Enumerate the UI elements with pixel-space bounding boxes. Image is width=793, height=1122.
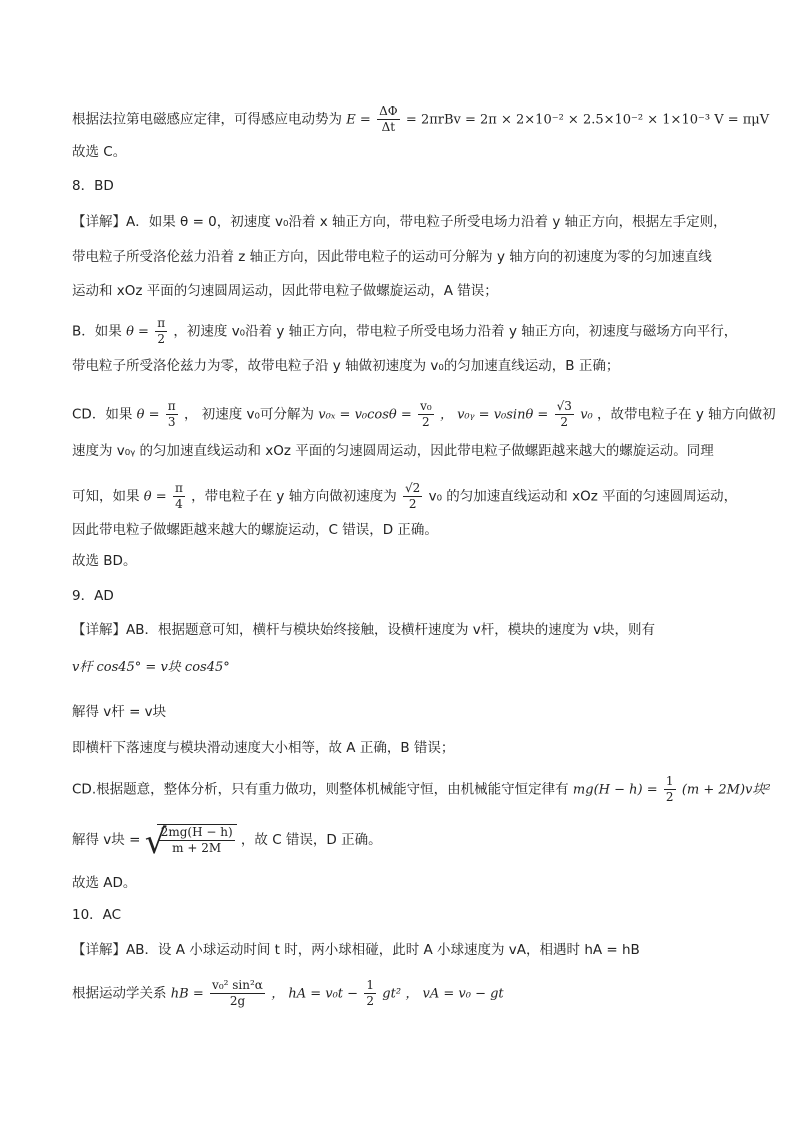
q8-cd-v0y-tail: v₀ — [580, 407, 593, 423]
q8-cd-line3 — [72, 481, 737, 512]
q8-cd-line3-vfraction — [403, 481, 422, 512]
q9-solve2-den: m + 2M — [172, 841, 222, 855]
q9-heading: 9．AD — [72, 588, 114, 604]
q8-b-fraction — [155, 316, 167, 347]
q8-cd-line3-fraction — [173, 481, 185, 512]
q8-cd-v0x-den: 2 — [422, 415, 430, 429]
q10-ha-fraction — [364, 978, 376, 1009]
q10-hb-fraction — [210, 978, 265, 1009]
q9-eq1: v杆 cos45° = v块 cos45° — [72, 660, 230, 675]
q8-cd-v0y: ， v₀ᵧ = v₀sinθ = — [439, 407, 549, 423]
q9-cd-eq-den: 2 — [665, 790, 674, 804]
q8-cd-line2: 速度为 v₀ᵧ 的匀加速直线运动和 xOz 平面的匀速圆周运动，因此带电粒子做螺距越来越大的螺旋运动。同理 — [72, 443, 714, 459]
q9-cd-eq-rhs: (m + 2M)v块² — [681, 782, 771, 798]
q9-solve2-post: ，故 C 错误，D 正确。 — [240, 832, 382, 848]
q9-sqrt — [144, 822, 237, 862]
q9-solve2-num: 2mg(H − h) — [160, 825, 233, 839]
q10-ha-num: 1 — [366, 978, 374, 992]
q10-relations — [72, 978, 504, 1009]
q8-cd-line1 — [72, 399, 776, 430]
q9-ab-line1: 【详解】AB．根据题意可知，横杆与模块始终接触，设横杆速度为 v杆，模块的速度为 v块，则有 — [72, 622, 656, 638]
q8-cd-post: ，故带电粒子在 y 轴方向做初 — [597, 406, 776, 423]
q9-solve2-pre: 解得 v块 = — [72, 832, 141, 848]
q8-cd-v0y-fraction — [555, 399, 574, 430]
q8-cd-theta: θ = — [136, 407, 160, 423]
q10-rel-ha-tail: gt² — [382, 986, 402, 1002]
q9-cd-eq-lhs: mg(H − h) = — [572, 782, 658, 798]
q10-hb-den: 2g — [229, 994, 246, 1008]
q8-heading: 8．BD — [72, 178, 114, 194]
q7-emf-line — [72, 104, 769, 135]
q7-emf-rhs: = 2πrBv = 2π × 2×10⁻² × 2.5×10⁻² × 1×10⁻³ V = πμV — [405, 112, 770, 128]
q8-cd-v0x: v₀ₓ = v₀cosθ = — [318, 407, 412, 423]
q8-b-pre: B．如果 — [72, 323, 122, 340]
q9-cd-eq-fraction — [664, 774, 676, 805]
q10-heading: 10．AC — [72, 907, 122, 923]
q10-rel-hb: hB = — [170, 986, 204, 1002]
q10-rel-pre: 根据运动学关系 — [72, 985, 167, 1002]
q8-cd-line3-den: 4 — [175, 497, 183, 511]
q8-cd-line3-num: π — [174, 481, 183, 495]
q8-cd-v0x-fraction — [418, 399, 434, 430]
q9-cd-line — [72, 774, 771, 805]
q8-a-line2: 带电粒子所受洛伦兹力沿着 z 轴正方向，因此带电粒子的运动可分解为 y 轴方向的初速度为零的匀加速直线 — [72, 249, 712, 265]
q8-cd-v0y-num: √3 — [556, 399, 572, 413]
q8-a-line1: 【详解】A．如果 θ = 0，初速度 v₀沿着 x 轴正方向，带电粒子所受电场力沿着 y 轴正方向，根据左手定则， — [72, 214, 727, 230]
q8-cd-frac-num: π — [167, 399, 176, 413]
q9-solve2-fraction — [159, 825, 235, 856]
q8-cd-line3-pre: 可知，如果 — [72, 488, 140, 505]
q9-cd-text: CD.根据题意，整体分析，只有重力做功，则整体机械能守恒，由机械能守恒定律有 — [72, 781, 569, 798]
q8-cd-mid1: ， 初速度 v₀可分解为 — [183, 406, 314, 423]
q9-conclusion: 即横杆下落速度与模块滑动速度大小相等，故 A 正确，B 错误； — [72, 740, 455, 756]
q7-emf-lhs: E = — [346, 112, 371, 128]
q8-b-frac-den: 2 — [157, 332, 165, 346]
q8-cd-line3-fnum: √2 — [405, 481, 421, 495]
q7-frac-den: Δt — [381, 120, 396, 134]
q8-cd-fraction — [166, 399, 178, 430]
q8-a-line3: 运动和 xOz 平面的匀速圆周运动，因此带电粒子做螺旋运动，A 错误； — [72, 283, 498, 299]
q7-frac-num: ΔΦ — [379, 104, 398, 118]
q9-solve1: 解得 v杆 = v块 — [72, 704, 167, 720]
q8-choose: 故选 BD。 — [72, 553, 137, 569]
q10-hb-num: v₀² sin²α — [212, 978, 263, 992]
q8-cd-frac-den: 3 — [167, 415, 176, 429]
q10-ha-den: 2 — [366, 994, 374, 1008]
q9-cd-eq-num: 1 — [665, 774, 674, 788]
q8-b-line1 — [72, 316, 737, 347]
q8-cd-v0x-num: v₀ — [420, 399, 432, 413]
q8-cd-v0y-den: 2 — [560, 415, 569, 429]
q7-text: 根据法拉第电磁感应定律，可得感应电动势为 — [72, 111, 342, 128]
q10-rel-va: ， vA = v₀ − gt — [405, 986, 504, 1002]
q9-solve2 — [72, 822, 382, 862]
q7-flux-fraction — [377, 104, 400, 135]
q10-ab-line1: 【详解】AB．设 A 小球运动时间 t 时，两小球相碰，此时 A 小球速度为 vA，相遇时 hA = hB — [72, 942, 640, 958]
q8-b-theta: θ = — [126, 324, 149, 340]
q10-rel-ha: ， hA = v₀t − — [271, 986, 359, 1002]
q8-b-post: ，初速度 v₀沿着 y 轴正方向，带电粒子所受电场力沿着 y 轴正方向，初速度与磁场方向平行， — [173, 323, 738, 340]
q9-choose: 故选 AD。 — [72, 875, 137, 891]
q8-cd-line4: 因此带电粒子做螺距越来越大的螺旋运动，C 错误，D 正确。 — [72, 522, 438, 538]
q8-cd-pre: CD．如果 — [72, 406, 133, 423]
q8-cd-line3-theta: θ = — [143, 489, 167, 505]
q8-b-line2: 带电粒子所受洛伦兹力为零，故带电粒子沿 y 轴做初速度为 v₀的匀加速直线运动，B 正确； — [72, 358, 620, 374]
q8-b-frac-num: π — [157, 316, 166, 330]
q8-cd-line3-mid: ，带电粒子在 y 轴方向做初速度为 — [191, 488, 397, 505]
q8-cd-line3-post: v₀ 的匀加速直线运动和 xOz 平面的匀速圆周运动， — [428, 488, 738, 505]
q8-cd-line3-fden: 2 — [408, 497, 417, 511]
q7-choose: 故选 C。 — [72, 144, 127, 160]
sqrt-radical-icon: √ — [144, 822, 167, 862]
